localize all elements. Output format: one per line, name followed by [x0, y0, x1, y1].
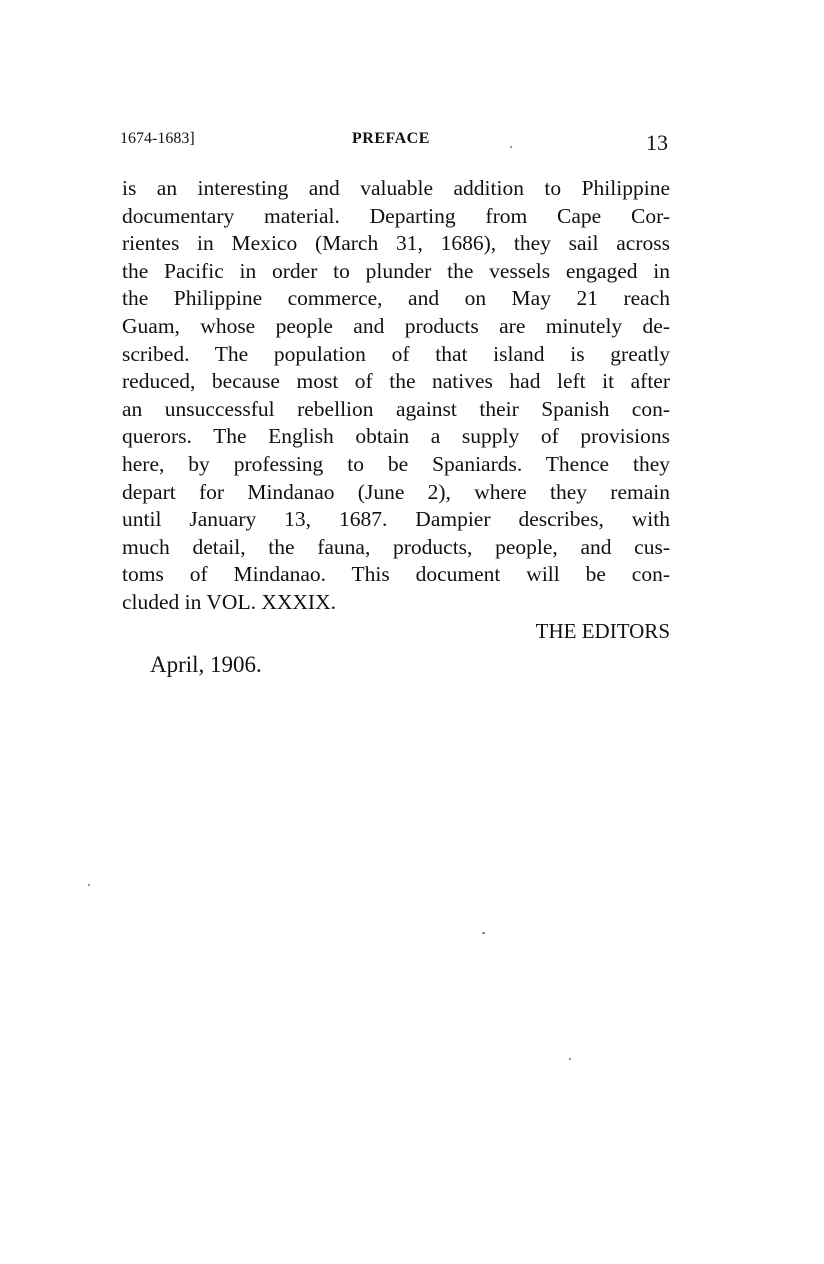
running-head-date-range: 1674-1683]: [120, 130, 195, 147]
text-line: cluded in VOL. XXXIX.: [122, 589, 336, 614]
body-paragraph: [122, 175, 670, 617]
text-line: rientes in Mexico (March 31, 1686), they sail across: [122, 231, 670, 256]
text-line: is an interesting and valuable addition to Philippine: [122, 176, 670, 200]
scan-speck: [88, 884, 90, 886]
text-line: reduced, because most of the natives had left it after: [122, 369, 670, 394]
running-head: [120, 130, 668, 160]
text-line: an unsuccessful rebellion against their Spanish con-: [122, 396, 670, 421]
text-line: querors. The English obtain a supply of provisions: [122, 424, 670, 449]
text-line: here, by professing to be Spaniards. Thence they: [122, 451, 670, 476]
text-line: scribed. The population of that island is greatly: [122, 341, 670, 366]
scan-speck: [482, 932, 485, 934]
text-line: Guam, whose people and products are minutely de-: [122, 313, 670, 338]
text-line: much detail, the fauna, products, people, and cus-: [122, 534, 670, 559]
page-number: 13: [646, 130, 668, 155]
text-line: the Pacific in order to plunder the vessels engaged in: [122, 258, 670, 283]
text-line: until January 13, 1687. Dampier describes, with: [122, 507, 670, 532]
text-line: depart for Mindanao (June 2), where they remain: [122, 479, 670, 504]
signature: THE EDITORS: [535, 619, 670, 643]
text-line: the Philippine commerce, and on May 21 reach: [122, 286, 670, 311]
running-head-title: PREFACE: [352, 130, 430, 147]
scan-speck: [569, 1058, 571, 1060]
text-line: toms of Mindanao. This document will be con-: [122, 562, 670, 587]
scan-speck: [510, 146, 512, 148]
dateline: April, 1906.: [150, 652, 262, 677]
text-line: documentary material. Departing from Cape Cor-: [122, 203, 670, 228]
